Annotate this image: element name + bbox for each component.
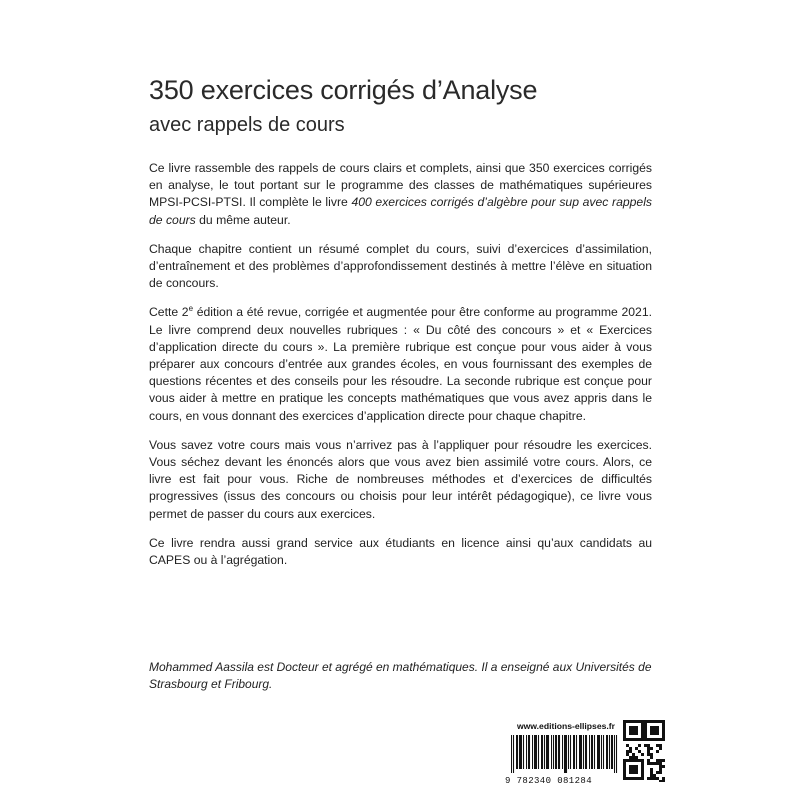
description-text <box>149 160 652 581</box>
isbn-digits: 9 782340 081284 <box>505 776 593 786</box>
book-title: 350 exercices corrigés d’Analyse <box>149 75 538 105</box>
paragraph-audience: Vous savez votre cours mais vous n’arrivez pas à l’appliquer pour résoudre les exercices. Vous séchez devant les énoncés alors que vous avez bien assimilé votre cours. Alors, ce livre est fait pour vous. Riche de nombreuses méthodes et d’exercices de difficultés progressives (issus des concours ou choisis pour leur intérêt pédagogique), ce livre vous permet de passer du cours aux exercices. <box>149 437 652 521</box>
paragraph-edition-start: Cette 2 <box>149 305 189 320</box>
publisher-website: www.editions-ellipses.fr <box>516 721 615 731</box>
paragraph-licence: Ce livre rendra aussi grand service aux étudiants en licence ainsi qu’aux candidats au CAPES ou à l’agrégation. <box>149 535 652 568</box>
paragraph-edition <box>149 304 652 424</box>
ordinal-superscript: e <box>188 304 194 314</box>
companion-book-title: 400 exercices corrigés d’algèbre pour sup avec rappels de cours <box>149 195 652 227</box>
author-bio: Mohammed Aassila est Docteur et agrégé en mathématiques. Il a enseigné aux Universités de Strasbourg et Fribourg. <box>149 660 652 692</box>
isbn-barcode <box>511 735 618 773</box>
paragraph-intro-part1: Ce livre rassemble des rappels de cours clairs et complets, ainsi que 350 exercices corrigés en analyse, le tout portant sur le programme des classes de mathématiques supérieures MPSI-PCSI-PTSI. Il complète le livre <box>149 161 652 210</box>
paragraph-intro <box>149 160 652 229</box>
book-subtitle: avec rappels de cours <box>149 114 345 136</box>
paragraph-chapters: Chaque chapitre contient un résumé complet du cours, suivi d’exercices d’assimilation, d’entraînement et des problèmes d’approfondissement destinés à mettre l’élève en situation de concours. <box>149 241 652 291</box>
paragraph-edition-rest: édition a été revue, corrigée et augmentée pour être conforme au programme 2021. Le livre comprend deux nouvelles rubriques : « Du côté des concours » et « Exercices d’application directe du cours ». La première rubrique est conçue pour vous aider à vous préparer aux concours d’entrée aux grandes écoles, en vous fournissant des exemples de questions récentes et des conseils pour les résoudre. La seconde rubrique est conçue pour vous aider à mettre en pratique les concepts mathématiques que vous avez appris dans le cours, en vous donnant des exercices d’application directe pour chaque chapitre. <box>149 305 652 423</box>
paragraph-intro-part2: du même auteur. <box>195 212 291 227</box>
qr-code <box>623 720 665 782</box>
